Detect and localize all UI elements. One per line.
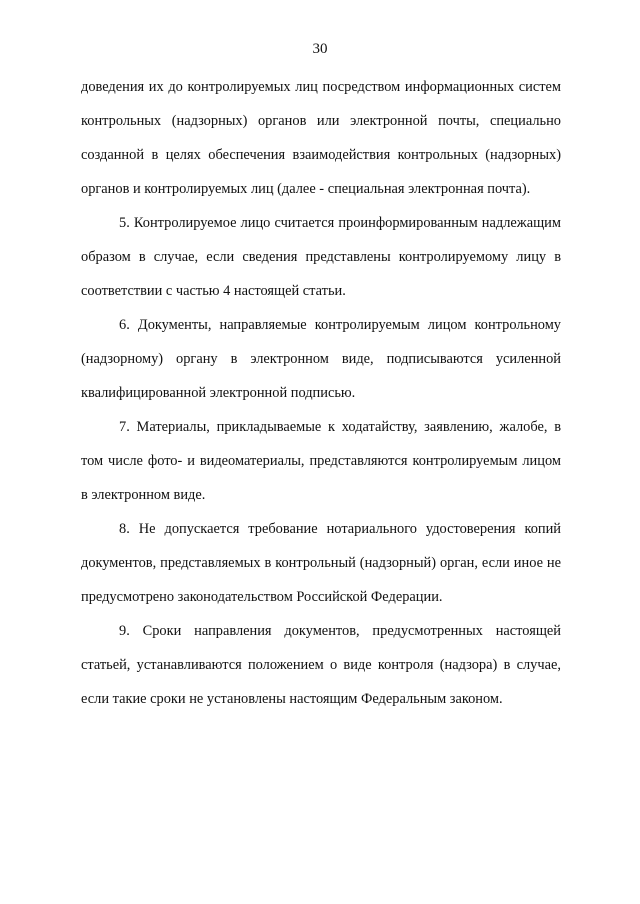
paragraph-item-6: 6. Документы, направляемые контролируемым лицом контрольному (надзорному) органу в электронном виде, подписываются усиленной квалифицированной электронной подписью. (81, 317, 561, 401)
paragraph-continuation: доведения их до контролируемых лиц посредством информационных систем контрольных (надзорных) органов или электронной почты, специально созданной в целях обеспечения взаимодействия контрольных (надзорных) органов и контролируемых лиц (далее - специальная электронная почта). (81, 79, 561, 197)
document-body (81, 70, 561, 716)
paragraph-item-8: 8. Не допускается требование нотариального удостоверения копий документов, представляемых в контрольный (надзорный) орган, если иное не предусмотрено законодательством Российской Федерации. (81, 521, 561, 605)
paragraph-item-7: 7. Материалы, прикладываемые к ходатайству, заявлению, жалобе, в том числе фото- и видеоматериалы, представляются контролируемым лицом в электронном виде. (81, 419, 561, 503)
paragraph-item-5: 5. Контролируемое лицо считается проинформированным надлежащим образом в случае, если сведения представлены контролируемому лицу в соответствии с частью 4 настоящей статьи. (81, 215, 561, 299)
page-number: 30 (312, 41, 328, 57)
paragraph-item-9: 9. Сроки направления документов, предусмотренных настоящей статьей, устанавливаются положением о виде контроля (надзора) в случае, если такие сроки не установлены настоящим Федеральным законом. (81, 623, 561, 707)
